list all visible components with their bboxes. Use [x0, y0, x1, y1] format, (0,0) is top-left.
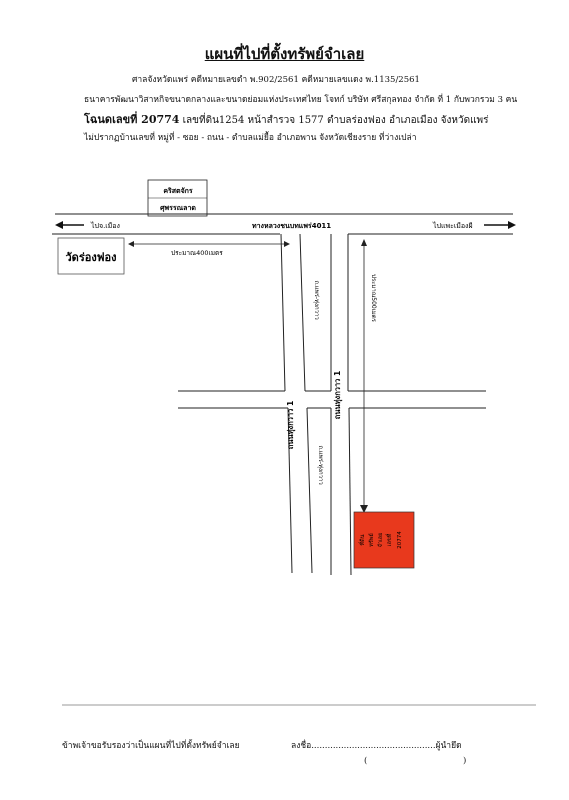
paren-open: ( — [364, 756, 368, 766]
deed-details: เลขที่ดิน1254 หน้าสำรวจ 1577 ตำบลร่องฟอง อำเภอเมือง จังหวัดแพร่ — [179, 115, 489, 126]
certify-text: ข้าพเจ้าขอรับรองว่าเป็นแผนที่ไปที่ตั้งทรัพย์จำเลย — [62, 741, 240, 751]
temple-label: วัดร่องฟอง — [65, 251, 117, 264]
property-label-2: ทรัพย์ — [369, 533, 375, 547]
property-label-1: ที่ดิน — [360, 534, 366, 546]
main-road-label: ทางหลวงชนบทแพร่4011 — [252, 222, 332, 230]
property-label-4: เลขที่ — [387, 533, 393, 547]
left-road-inner-edge-top — [300, 234, 305, 391]
upper-road-label: ถ.แพร่-ทุ่งกวาว — [313, 280, 320, 320]
page-title: แผนที่ไปที่ตั้งทรัพย์จำเลย — [204, 45, 365, 63]
left-road-label: ถนนทุ่งกวาว 1 — [286, 400, 295, 450]
property-label-5: 20774 — [397, 531, 403, 549]
distance-400-arrowhead-left — [128, 241, 134, 247]
deed-number: โฉนดเลขที่ 20774 — [84, 113, 180, 126]
left-road-inner-edge-bottom — [307, 408, 312, 573]
location-line: ไม่ปรากฏบ้านเลขที่ หมู่ที่ - ซอย - ถนน - ตำบลแม่ยื้อ อำเภอพาน จังหวัดเชียงราย ที่ว่างเปล่า — [84, 133, 417, 143]
to-city-arrowhead — [55, 221, 63, 229]
to-city-label: ไปจ.เมือง — [91, 222, 120, 230]
left-road-outer-edge-top — [281, 234, 285, 391]
parties-line: ธนาคารพัฒนาวิสาหกิจขนาดกลางและขนาดย่อมแห่งประเทศไทย โจทก์ บริษัท ศรีสกุลทอง จำกัด ที่ 1 กับพวกรวม 3 คน — [84, 95, 518, 105]
right-distance-label: ประมาณ500เมตร — [370, 274, 377, 322]
to-phra-arrowhead — [508, 221, 516, 229]
signature-line: ลงชื่อ..............................................ผู้นำยึด — [291, 741, 462, 751]
property-label-3: จำเลย — [378, 532, 384, 548]
distance-500-arrowhead-top — [361, 239, 367, 246]
distance-400-label: ประมาณ400เมตร — [171, 249, 223, 257]
court-case-line: ศาลจังหวัดแพร่ คดีหมายเลขดำ พ.902/2561 คดีหมายเลขแดง พ.1135/2561 — [132, 75, 420, 85]
distance-400-arrowhead-right — [284, 241, 290, 247]
church-label-2: ศุพรรณลาด — [160, 204, 196, 212]
church-label-1: คริสตจักร — [163, 187, 193, 195]
right-road-label: ถนนทุ่งกวาว 1 — [333, 370, 342, 420]
paren-close: ) — [463, 756, 467, 766]
lower-road-label: ถ.แพร่-ทุ่งกวาว — [317, 445, 324, 485]
to-phra-label: ไปแพะเมืองผี — [433, 222, 473, 230]
right-road-outer-edge-bottom — [349, 408, 351, 575]
